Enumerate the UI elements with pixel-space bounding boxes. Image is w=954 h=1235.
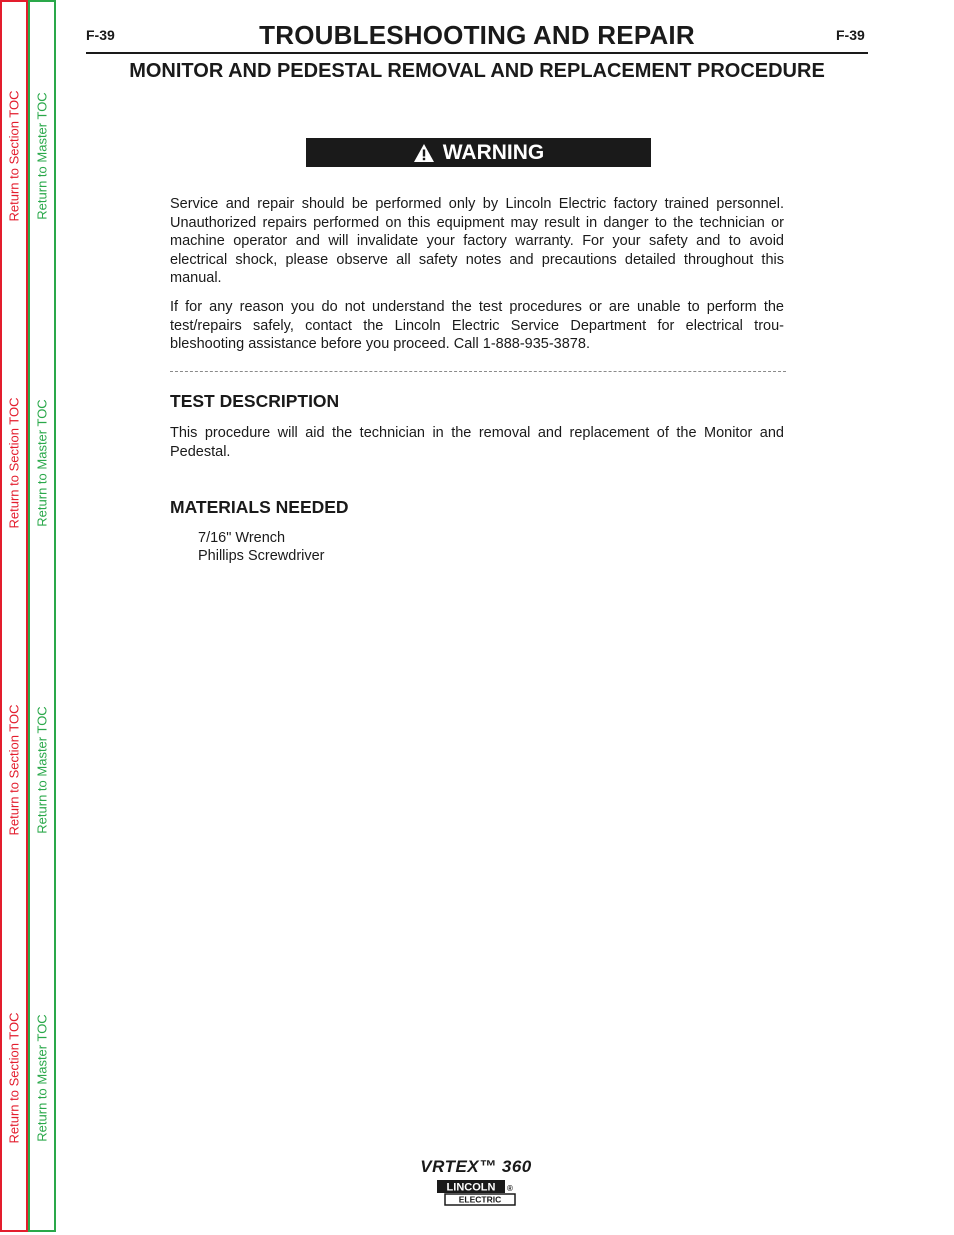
- return-to-master-toc-link[interactable]: [28, 373, 56, 553]
- link-label: Return to Master TOC: [34, 399, 50, 527]
- page-title: TROUBLESHOOTING AND REPAIR: [259, 20, 695, 50]
- warning-paragraph-2: If for any reason you do not understand the test procedures or are unable to perform the test/repairs safely, contact the Lincoln Electric Service Department for electrical trou-bleshooting assistance before you proceed. Call 1-888-935-3878.: [170, 299, 784, 353]
- warning-banner: [306, 138, 651, 167]
- warning-label: WARNING: [442, 140, 545, 164]
- return-to-master-toc-link[interactable]: [28, 680, 56, 860]
- link-label: Return to Master TOC: [34, 1014, 50, 1142]
- page-number-left: F-39: [86, 27, 115, 43]
- return-to-master-toc-link[interactable]: [28, 66, 56, 246]
- link-label: Return to Master TOC: [34, 706, 50, 834]
- link-label: Return to Section TOC: [6, 1012, 22, 1144]
- svg-text:LINCOLN: LINCOLN: [446, 1181, 496, 1194]
- link-label: Return to Section TOC: [6, 397, 22, 529]
- return-to-section-toc-link[interactable]: [0, 680, 28, 860]
- section-divider: [170, 371, 786, 372]
- material-item: Phillips Screwdriver: [198, 548, 325, 564]
- warning-paragraph-1: Service and repair should be performed only by Lincoln Electric factory trained personnel. Unauthorized repairs performed on this equipment may result in danger to the technician or machine operator and will invalidate your factory warranty. For your safety and to avoid electrical shock, please observe all safety notes and precautions detailed throughout this manual.: [170, 196, 784, 287]
- product-model: VRTEX™ 360: [420, 1157, 532, 1176]
- link-label: Return to Section TOC: [6, 704, 22, 836]
- lincoln-electric-logo: [436, 1178, 516, 1208]
- test-description-text: This procedure will aid the technician in the removal and replacement of the Monitor and Pedestal.: [170, 425, 784, 460]
- return-to-section-toc-link[interactable]: [0, 373, 28, 553]
- link-label: Return to Master TOC: [34, 92, 50, 220]
- return-to-section-toc-link[interactable]: [0, 988, 28, 1168]
- page-number-right: F-39: [836, 27, 865, 43]
- svg-text:®: ®: [507, 1184, 513, 1193]
- material-item: 7/16" Wrench: [198, 530, 286, 546]
- warning-triangle-icon: [413, 143, 435, 163]
- test-description-heading: TEST DESCRIPTION: [170, 391, 340, 411]
- header-rule: [86, 52, 868, 54]
- svg-text:ELECTRIC: ELECTRIC: [458, 1194, 502, 1205]
- link-label: Return to Section TOC: [6, 90, 22, 222]
- return-to-master-toc-link[interactable]: [28, 988, 56, 1168]
- procedure-title: MONITOR AND PEDESTAL REMOVAL AND REPLACEMENT PROCEDURE: [129, 60, 825, 82]
- materials-needed-heading: MATERIALS NEEDED: [170, 497, 349, 517]
- return-to-section-toc-link[interactable]: [0, 66, 28, 246]
